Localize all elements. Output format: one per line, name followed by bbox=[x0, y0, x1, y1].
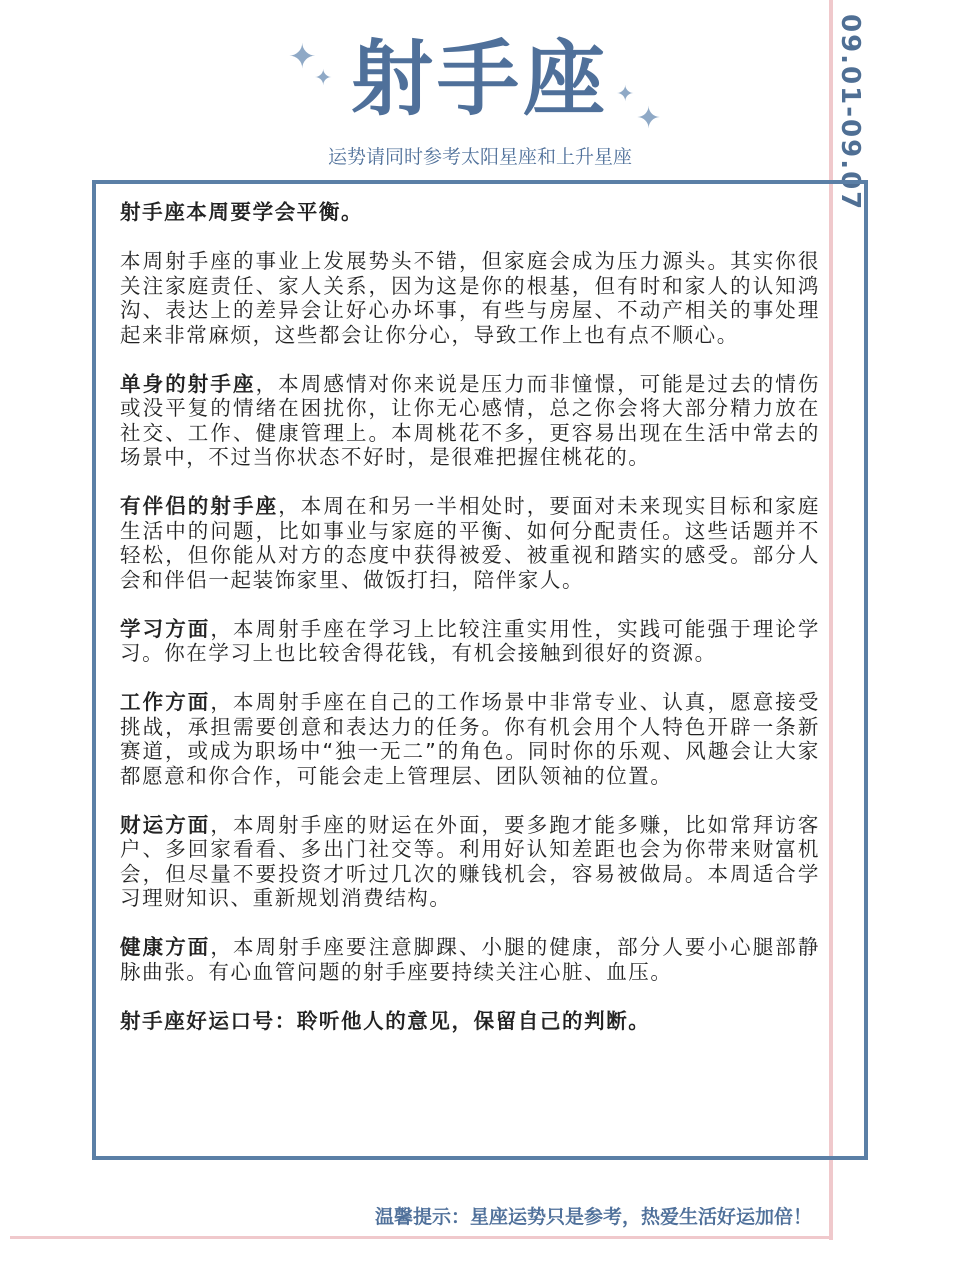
intro-line: 射手座本周要学会平衡。 bbox=[120, 200, 364, 224]
sparkle-icon: ✦ bbox=[288, 37, 317, 77]
single-paragraph: 单身的射手座，本周感情对你来说是压力而非憧憬，可能是过去的情伤或没平复的情绪在困扰你，让你无心感情，总之你会将大部分精力放在社交、工作、健康管理上。本周桃花不多，更容易出现在生活中常去的场景中，不过当你状态不好时，是很难把握住桃花的。 bbox=[120, 371, 820, 469]
work-paragraph: 工作方面，本周射手座在自己的工作场景中非常专业、认真，愿意接受挑战，承担需要创意和表达力的任务。你有机会用个人特色开辟一条新赛道，或成为职场中“独一无二”的角色。同时你的乐观、风趣会让大家都愿意和你合作，可能会走上管理层、团队领袖的位置。 bbox=[120, 690, 820, 788]
wealth-paragraph: 财运方面，本周射手座的财运在外面，要多跑才能多赚，比如常拜访客户、多回家看看、多出门社交等。利用好认知差距也会为你带来财富机会，但尽量不要投资才听过几次的赚钱机会，容易被做局。本周适合学习理财知识、重新规划消费结构。 bbox=[120, 812, 820, 910]
footer-tip: 温馨提示：星座运势只是参考，热爱生活好运加倍！ bbox=[374, 1206, 812, 1228]
date-range: 09.01-09.07 bbox=[835, 14, 865, 212]
page-subtitle: 运势请同时参考太阳星座和上升星座 bbox=[327, 146, 632, 168]
health-label: 健康方面 bbox=[120, 935, 211, 959]
career-paragraph: 本周射手座的事业上发展势头不错，但家庭会成为压力源头。其实你很关注家庭责任、家人关系，因为这是你的根基，但有时和家人的认知鸿沟、表达上的差异会让好心办坏事，有些与房屋、不动产相关的事处理起来非常麻烦，这些都会让你分心，导致工作上也有点不顺心。 bbox=[120, 249, 820, 347]
page-title: 射手座 bbox=[350, 32, 609, 127]
health-paragraph: 健康方面，本周射手座要注意脚踝、小腿的健康，部分人要小心腿部静脉曲张。有心血管问题的射手座要持续关注心脏、血压。 bbox=[120, 935, 820, 984]
partnered-paragraph: 有伴侣的射手座，本周在和另一半相处时，要面对未来现实目标和家庭生活中的问题，比如事业与家庭的平衡、如何分配责任。这些话题并不轻松，但你能从对方的态度中获得被爱、被重视和踏实的感受。部分人会和伴侣一起装饰家里、做饭打扫，陪伴家人。 bbox=[120, 494, 821, 592]
work-label: 工作方面 bbox=[120, 690, 211, 714]
horoscope-text bbox=[120, 200, 820, 1058]
study-label: 学习方面 bbox=[120, 616, 211, 641]
slogan-line: 射手座好运口号：聆听他人的意见，保留自己的判断。 bbox=[120, 1008, 651, 1033]
sparkle-icon: ✦ bbox=[616, 82, 635, 107]
single-label: 单身的射手座 bbox=[120, 371, 256, 396]
partnered-label: 有伴侣的射手座 bbox=[120, 494, 279, 518]
sparkle-icon: ✦ bbox=[314, 66, 333, 91]
sparkle-icon: ✦ bbox=[636, 101, 662, 136]
wealth-label: 财运方面 bbox=[120, 812, 211, 837]
pink-horizontal-line bbox=[10, 1236, 833, 1239]
study-paragraph: 学习方面，本周射手座在学习上比较注重实用性，实践可能强于理论学习。你在学习上也比较舍得花钱，有机会接触到很好的资源。 bbox=[120, 616, 820, 665]
